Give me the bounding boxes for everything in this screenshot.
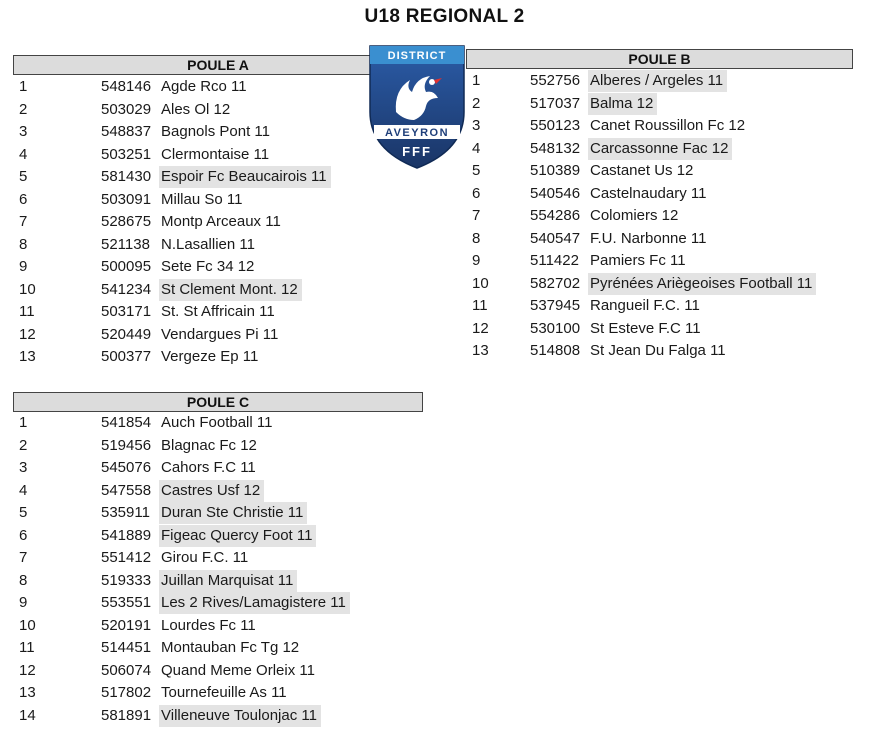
team-rank: 1	[19, 414, 28, 431]
district-aveyron-logo	[366, 42, 468, 170]
team-rank: 9	[472, 252, 481, 269]
team-name: St Jean Du Falga 11	[590, 342, 726, 359]
team-row	[13, 435, 423, 457]
team-code: 535911	[101, 504, 150, 521]
team-row	[13, 412, 423, 434]
team-name: Girou F.C. 11	[161, 549, 249, 566]
svg-text:FFF: FFF	[402, 144, 432, 159]
team-name: Auch Football 11	[161, 414, 273, 431]
team-code: 520191	[101, 616, 152, 634]
team-code: 517037	[530, 94, 581, 112]
team-rank: 12	[19, 325, 36, 343]
team-rank: 3	[19, 459, 28, 476]
team-code: 517802	[101, 684, 152, 701]
team-row	[13, 256, 423, 278]
team-row	[466, 295, 853, 317]
team-code: 547558	[101, 481, 152, 499]
team-row	[466, 115, 853, 137]
team-row	[13, 502, 423, 524]
team-row	[13, 211, 423, 233]
team-code: 530100	[530, 319, 581, 337]
team-code: 511422	[530, 252, 579, 269]
team-rank: 7	[472, 207, 481, 224]
poule-header: POULE A	[13, 55, 423, 75]
team-name: Les 2 Rives/Lamagistere 11	[159, 592, 350, 614]
team-row	[13, 346, 423, 368]
team-name: Sete Fc 34 12	[161, 258, 255, 275]
team-name: Figeac Quercy Foot 11	[159, 525, 316, 547]
team-row	[13, 76, 423, 98]
team-name: Blagnac Fc 12	[161, 436, 257, 454]
team-rank: 4	[472, 139, 481, 157]
team-row	[466, 70, 853, 92]
team-row	[13, 525, 423, 547]
team-rank: 2	[472, 94, 481, 112]
team-name: St. St Affricain 11	[161, 303, 275, 320]
team-name: Cahors F.C 11	[161, 459, 256, 476]
team-code: 514808	[530, 342, 581, 359]
team-code: 581891	[101, 706, 152, 724]
team-name: St Clement Mont. 12	[159, 279, 302, 301]
team-name: Espoir Fc Beaucairois 11	[159, 166, 331, 188]
team-row	[466, 228, 853, 250]
team-code: 545076	[101, 459, 152, 476]
team-name: Vendargues Pi 11	[161, 325, 279, 343]
team-rank: 1	[19, 78, 28, 95]
team-row	[466, 160, 853, 182]
poule-header: POULE B	[466, 49, 853, 69]
svg-text:DISTRICT: DISTRICT	[387, 50, 447, 62]
team-row	[13, 324, 423, 346]
team-name: Duran Ste Christie 11	[159, 502, 307, 524]
svg-text:AVEYRON: AVEYRON	[384, 127, 450, 139]
team-name: Bagnols Pont 11	[161, 123, 270, 140]
team-name: Castanet Us 12	[590, 162, 694, 179]
team-code: 528675	[101, 213, 152, 230]
team-code: 500377	[101, 348, 152, 365]
team-row	[13, 234, 423, 256]
team-name: Carcassonne Fac 12	[588, 138, 732, 160]
team-rank: 4	[19, 481, 28, 499]
team-rank: 13	[19, 348, 36, 365]
team-rank: 11	[19, 303, 35, 320]
team-row	[466, 138, 853, 160]
poule-header: POULE C	[13, 392, 423, 412]
team-name: Rangueil F.C. 11	[590, 297, 700, 314]
team-rank: 2	[19, 436, 28, 454]
team-row	[13, 279, 423, 301]
team-code: 551412	[101, 549, 152, 566]
team-row	[13, 99, 423, 121]
team-row	[13, 457, 423, 479]
team-code: 503029	[101, 100, 152, 118]
team-name: Clermontaise 11	[161, 145, 270, 163]
team-name: Millau So 11	[161, 190, 243, 208]
team-rank: 5	[19, 504, 28, 521]
team-rank: 11	[19, 639, 35, 656]
team-rank: 4	[19, 145, 28, 163]
team-name: N.Lasallien 11	[161, 235, 255, 253]
team-code: 554286	[530, 207, 581, 224]
team-code: 550123	[530, 117, 581, 134]
team-rank: 7	[19, 549, 28, 566]
team-rank: 13	[19, 684, 36, 701]
team-row	[13, 189, 423, 211]
team-code: 519333	[101, 571, 152, 589]
team-row	[13, 615, 423, 637]
team-name: Pyrénées Ariègeoises Football 11	[588, 273, 816, 295]
team-row	[13, 547, 423, 569]
team-code: 519456	[101, 436, 152, 454]
team-name: Colomiers 12	[590, 207, 679, 224]
team-row	[13, 144, 423, 166]
team-row	[466, 250, 853, 272]
team-row	[466, 183, 853, 205]
team-rank: 12	[19, 661, 36, 679]
page-title: U18 REGIONAL 2	[364, 6, 525, 27]
team-row	[466, 205, 853, 227]
team-rank: 3	[19, 123, 28, 140]
team-rank: 10	[19, 616, 36, 634]
team-code: 521138	[101, 235, 150, 253]
team-rank: 6	[19, 526, 28, 544]
team-code: 541889	[101, 526, 152, 544]
team-rank: 14	[19, 706, 36, 724]
team-code: 540547	[530, 229, 581, 247]
team-rank: 11	[472, 297, 488, 314]
team-name: Castres Usf 12	[159, 480, 264, 502]
team-row	[13, 660, 423, 682]
team-row	[13, 480, 423, 502]
team-code: 500095	[101, 258, 152, 275]
team-code: 537945	[530, 297, 581, 314]
team-name: Ales Ol 12	[161, 100, 231, 118]
team-name: Castelnaudary 11	[590, 184, 707, 202]
team-name: Balma 12	[588, 93, 657, 115]
team-name: Canet Roussillon Fc 12	[590, 117, 746, 134]
team-rank: 6	[472, 184, 481, 202]
team-code: 540546	[530, 184, 581, 202]
team-name: Vergeze Ep 11	[161, 348, 259, 365]
team-code: 503091	[101, 190, 152, 208]
team-code: 514451	[101, 639, 152, 656]
team-rank: 1	[472, 72, 481, 89]
team-code: 510389	[530, 162, 581, 179]
team-rank: 2	[19, 100, 28, 118]
team-rank: 8	[472, 229, 481, 247]
team-rank: 6	[19, 190, 28, 208]
team-code: 503251	[101, 145, 152, 163]
team-code: 548146	[101, 78, 152, 95]
team-code: 541234	[101, 280, 152, 298]
team-rank: 12	[472, 319, 489, 337]
team-name: Tournefeuille As 11	[161, 684, 287, 701]
team-rank: 10	[19, 280, 36, 298]
team-code: 506074	[101, 661, 152, 679]
team-row	[13, 682, 423, 704]
team-code: 582702	[530, 274, 581, 292]
team-row	[13, 121, 423, 143]
team-code: 548132	[530, 139, 581, 157]
team-row	[466, 318, 853, 340]
team-name: Agde Rco 11	[161, 78, 247, 95]
team-name: Lourdes Fc 11	[161, 616, 256, 634]
team-rank: 9	[19, 594, 28, 611]
team-rank: 3	[472, 117, 481, 134]
team-name: Juillan Marquisat 11	[159, 570, 297, 592]
team-row	[13, 637, 423, 659]
team-name: Pamiers Fc 11	[590, 252, 686, 269]
team-code: 503171	[101, 303, 152, 320]
team-code: 552756	[530, 72, 581, 89]
team-row	[466, 93, 853, 115]
team-rank: 8	[19, 571, 28, 589]
team-code: 553551	[101, 594, 152, 611]
team-row	[13, 592, 423, 614]
team-row	[13, 166, 423, 188]
team-rank: 10	[472, 274, 489, 292]
team-code: 581430	[101, 168, 152, 185]
team-rank: 9	[19, 258, 28, 275]
team-code: 541854	[101, 414, 152, 431]
team-name: Villeneuve Toulonjac 11	[159, 705, 321, 727]
team-rank: 7	[19, 213, 28, 230]
team-name: Montauban Fc Tg 12	[161, 639, 300, 656]
team-row	[13, 705, 423, 727]
team-row	[466, 273, 853, 295]
team-name: F.U. Narbonne 11	[590, 229, 707, 247]
team-name: Montp Arceaux 11	[161, 213, 281, 230]
team-row	[13, 570, 423, 592]
team-row	[466, 340, 853, 362]
team-code: 548837	[101, 123, 152, 140]
team-row	[13, 301, 423, 323]
team-rank: 13	[472, 342, 489, 359]
team-name: St Esteve F.C 11	[590, 319, 701, 337]
team-name: Quand Meme Orleix 11	[161, 661, 315, 679]
team-code: 520449	[101, 325, 152, 343]
team-rank: 5	[472, 162, 481, 179]
team-rank: 8	[19, 235, 28, 253]
team-name: Alberes / Argeles 11	[588, 70, 727, 92]
team-rank: 5	[19, 168, 28, 185]
